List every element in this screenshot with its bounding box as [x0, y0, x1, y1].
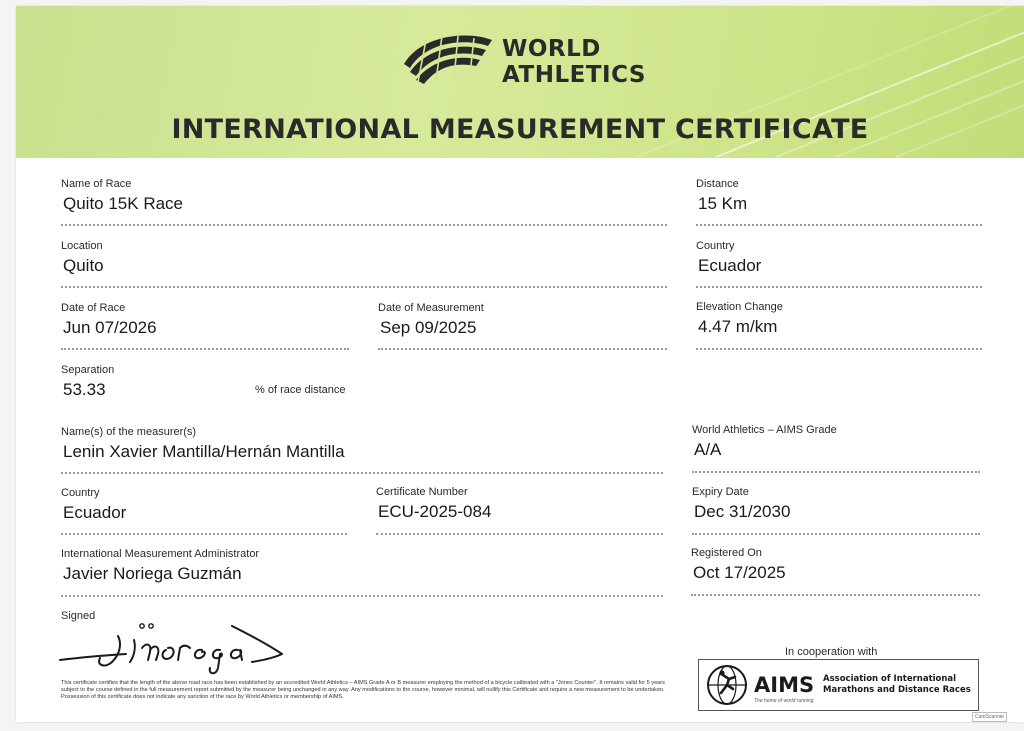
administrator-label: International Measurement Administrator [61, 548, 260, 560]
date-of-measurement-value: Sep 09/2025 [380, 318, 477, 337]
separation-value: 53.33 [63, 380, 106, 399]
date-of-race-value: Jun 07/2026 [63, 318, 157, 337]
handwritten-signature [56, 618, 286, 678]
field-registered-on [691, 547, 980, 597]
country-race-label: Country [696, 240, 735, 252]
date-of-measurement-label: Date of Measurement [378, 302, 484, 314]
cooperation-label: In cooperation with [785, 646, 878, 658]
logo-line-2: ATHLETICS [502, 62, 646, 88]
field-certificate-number [376, 486, 663, 536]
country-race-value: Ecuador [698, 256, 762, 275]
elevation-change-value: 4.47 m/km [698, 317, 778, 336]
field-measurers [61, 426, 663, 476]
logo-line-1: WORLD [502, 36, 601, 62]
expiry-date-value: Dec 31/2030 [694, 502, 791, 521]
measurers-label: Name(s) of the measurer(s) [61, 426, 197, 438]
name-of-race-value: Quito 15K Race [63, 194, 184, 213]
expiry-date-label: Expiry Date [692, 486, 749, 498]
aims-logo-box [698, 659, 979, 711]
certificate-sheet [16, 6, 1024, 722]
field-date-of-measurement [378, 302, 667, 352]
distance-value: 15 Km [698, 194, 748, 213]
measurers-value: Lenin Xavier Mantilla/Hernán Mantilla [63, 442, 345, 461]
field-country-measurer [61, 487, 347, 537]
certificate-number-value: ECU-2025-084 [378, 502, 492, 521]
location-label: Location [61, 240, 103, 252]
distance-label: Distance [696, 178, 739, 190]
header-banner [16, 6, 1024, 158]
field-location [61, 240, 667, 290]
country-measurer-value: Ecuador [63, 503, 127, 522]
aims-globe-icon [705, 663, 749, 707]
legal-small-print: This certificate certifies that the length of the above road race has been established by an accredited World Athletics – AIMS Grade A or B measurer employing the method of a bicycle calibrated with a "Jones Counter". It remains valid for 5 years subject to the course defined in the full measurement report submitted by the measurer being unchanged in any way. Any modifications to the course, however minimal, will nullify this Certificate and require a new measurement to be undertaken. Possession of this certificate does not indicate any sanction of the race by World Athletics or membership of AIMS. [61, 680, 665, 700]
certificate-title: INTERNATIONAL MEASUREMENT CERTIFICATE [171, 114, 869, 145]
aims-full-name [823, 674, 975, 696]
certificate-number-label: Certificate Number [376, 486, 468, 498]
date-of-race-label: Date of Race [61, 302, 126, 314]
field-elevation-change [696, 301, 982, 351]
grade-value: A/A [694, 440, 722, 459]
field-expiry-date [692, 486, 980, 536]
administrator-value: Javier Noriega Guzmán [63, 564, 242, 583]
aims-full-line-1: Association of International [823, 674, 957, 684]
field-grade [692, 424, 980, 474]
aims-wordmark: AIMS [754, 673, 815, 697]
field-date-of-race [61, 302, 349, 352]
field-country-race [696, 240, 982, 290]
signed-label: Signed [61, 610, 96, 622]
registered-on-value: Oct 17/2025 [693, 563, 786, 582]
separation-label: Separation [61, 364, 115, 376]
name-of-race-label: Name of Race [61, 178, 132, 190]
field-administrator [61, 548, 663, 598]
aims-full-line-2: Marathons and Distance Races [823, 685, 971, 695]
grade-label: World Athletics – AIMS Grade [692, 424, 837, 436]
registered-on-label: Registered On [691, 547, 762, 559]
world-athletics-logo-icon [396, 30, 496, 86]
world-athletics-wordmark [502, 36, 646, 88]
scanner-watermark: CamScanner [972, 712, 1007, 722]
separation-unit: % of race distance [255, 384, 346, 396]
location-value: Quito [63, 256, 104, 275]
field-name-of-race [61, 178, 667, 228]
elevation-change-label: Elevation Change [696, 301, 783, 313]
aims-tagline: The home of world running [754, 698, 814, 704]
country-measurer-label: Country [61, 487, 100, 499]
field-distance [696, 178, 982, 228]
